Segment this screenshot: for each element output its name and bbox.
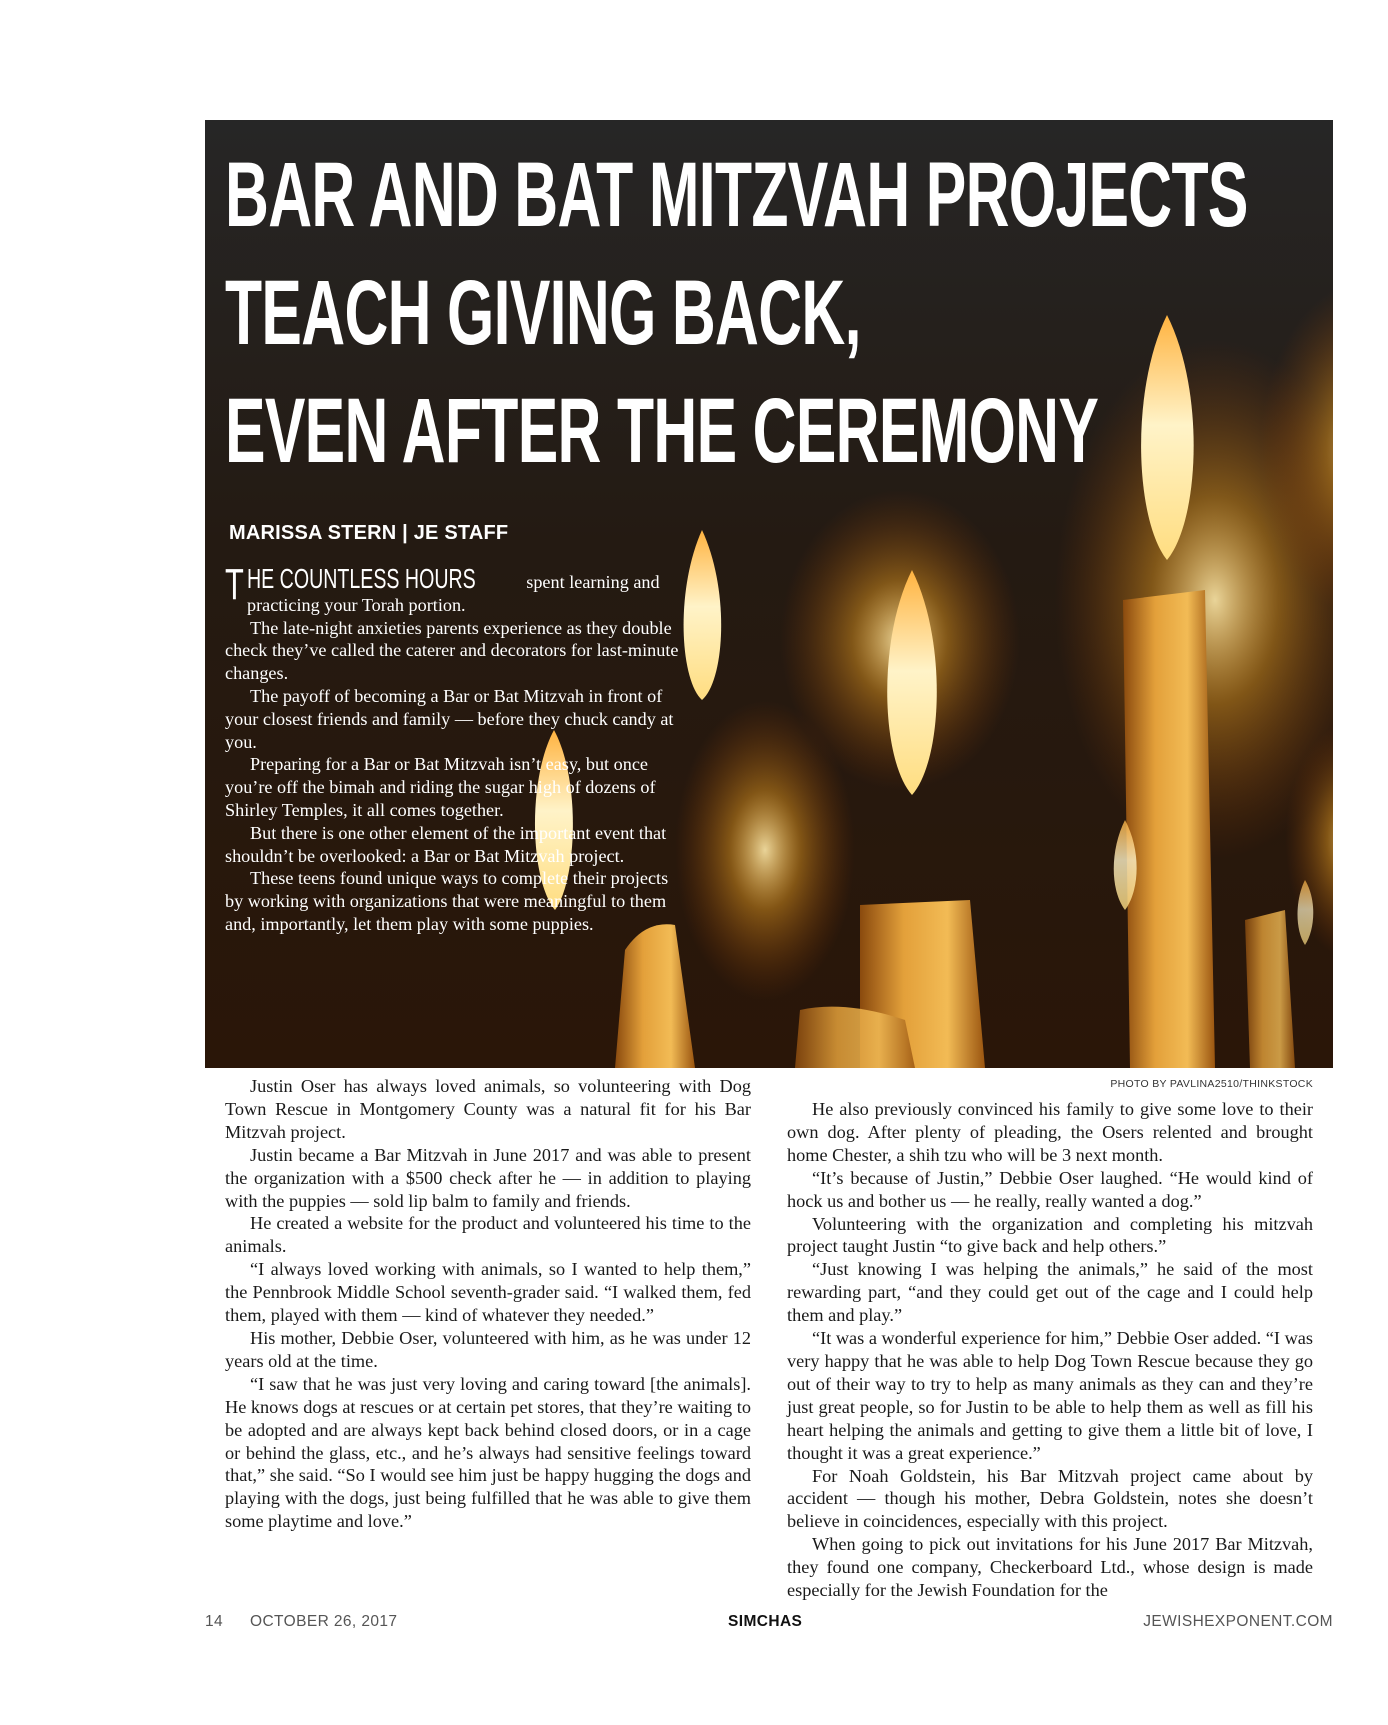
page-number: 14	[205, 1613, 224, 1630]
intro-text	[225, 560, 685, 936]
body-paragraph: “I saw that he was just very loving and caring toward [the animals]. He knows dogs at rescues or at certain pet stores, that they’re waiting to be adopted and are always kept back behind closed doors, or in a cage or behind the glass, etc., and he’s always had sensitive feelings toward that,” she said. “So I would see him just be happy hugging the dogs and playing with the dogs, just being fulfilled that he was able to give them some playtime and love.”	[225, 1373, 751, 1532]
article-column-2	[787, 1098, 1313, 1602]
body-paragraph: His mother, Debbie Oser, volunteered with him, as he was under 12 years old at the time.	[225, 1327, 751, 1371]
hero-photo-banner	[205, 120, 1333, 1068]
body-paragraph: “It was a wonderful experience for him,” Debbie Oser added. “I was very happy that he was able to help Dog Town Rescue because they go out of their way to try to help as many animals as they can and they’re just great people, so for Justin to be able to help them as well as fill his heart helping the animals and getting to give them a little bit of love, I thought it was a great experience.”	[787, 1328, 1313, 1463]
body-paragraph: He created a website for the product and volunteered his time to the animals.	[225, 1213, 751, 1257]
body-paragraph: “It’s because of Justin,” Debbie Oser laughed. “He would kind of hock us and bother us — he really, really wanted a dog.”	[787, 1167, 1313, 1211]
issue-date: OCTOBER 26, 2017	[250, 1613, 398, 1630]
headline-line-3: EVEN AFTER THE CEREMONY	[225, 380, 1099, 482]
article-column-1	[225, 1075, 751, 1533]
intro-paragraph: Preparing for a Bar or Bat Mitzvah isn’t easy, but once you’re off the bimah and riding the sugar high of dozens of Shirley Temples, it all comes together.	[225, 754, 656, 820]
body-paragraph: “I always loved working with animals, so I wanted to help them,” the Pennbrook Middle School seventh-grader said. “I walked them, fed them, played with them — kind of whatever they needed.”	[225, 1259, 751, 1326]
website-link[interactable]: JEWISHEXPONENT.COM	[1143, 1613, 1333, 1630]
intro-lead-paragraph	[225, 560, 685, 617]
headline	[225, 136, 1248, 490]
intro-paragraph: The late-night anxieties parents experience as they double check they’ve called the caterer and decorators for last-minute changes.	[225, 617, 679, 684]
byline: MARISSA STERN | JE STAFF	[229, 522, 509, 544]
headline-line-1: BAR AND BAT MITZVAH PROJECTS	[225, 144, 1248, 246]
intro-paragraph: These teens found unique ways to complete their projects by working with organizations that were meaningful to them and, importantly, let them play with some puppies.	[225, 868, 669, 934]
body-paragraph: For Noah Goldstein, his Bar Mitzvah project came about by accident — though his mother, Debra Goldstein, notes she doesn’t believe in coincidences, especially with this project.	[787, 1465, 1313, 1532]
body-paragraph: Justin became a Bar Mitzvah in June 2017 and was able to present the organization with a $500 check after he — in addition to playing with the puppies — sold lip balm to family and friends.	[225, 1144, 751, 1211]
body-paragraph: Justin Oser has always loved animals, so volunteering with Dog Town Rescue in Montgomery County was a natural fit for his Bar Mitzvah project.	[225, 1076, 751, 1142]
intro-paragraph: But there is one other element of the important event that shouldn’t be overlooked: a Bar or Bat Mitzvah project.	[225, 822, 667, 866]
lead-rest: spent learning and practicing your Torah portion.	[247, 572, 660, 615]
drop-cap: T	[225, 560, 244, 609]
photo-credit: PHOTO BY PAVLINA2510/THINKSTOCK	[1110, 1078, 1313, 1090]
lead-caps: HE COUNTLESS HOURS	[247, 563, 476, 594]
body-paragraph: “Just knowing I was helping the animals,” he said of the most rewarding part, “and they could get out of the cage and I could help them and play.”	[787, 1259, 1313, 1326]
intro-paragraph: The payoff of becoming a Bar or Bat Mitzvah in front of your closest friends and family — before they chuck candy at you.	[225, 685, 674, 752]
body-paragraph: He also previously convinced his family to give some love to their own dog. After plenty of pleading, the Osers relented and brought home Chester, a shih tzu who will be 3 next month.	[787, 1099, 1313, 1165]
body-paragraph: Volunteering with the organization and completing his mitzvah project taught Justin “to give back and help others.”	[787, 1213, 1313, 1257]
section-name: SIMCHAS	[728, 1613, 803, 1630]
headline-line-2: TEACH GIVING BACK,	[225, 262, 861, 364]
body-paragraph: When going to pick out invitations for his June 2017 Bar Mitzvah, they found one company, Checkerboard Ltd., whose design is made especially for the Jewish Foundation for the	[787, 1534, 1313, 1601]
